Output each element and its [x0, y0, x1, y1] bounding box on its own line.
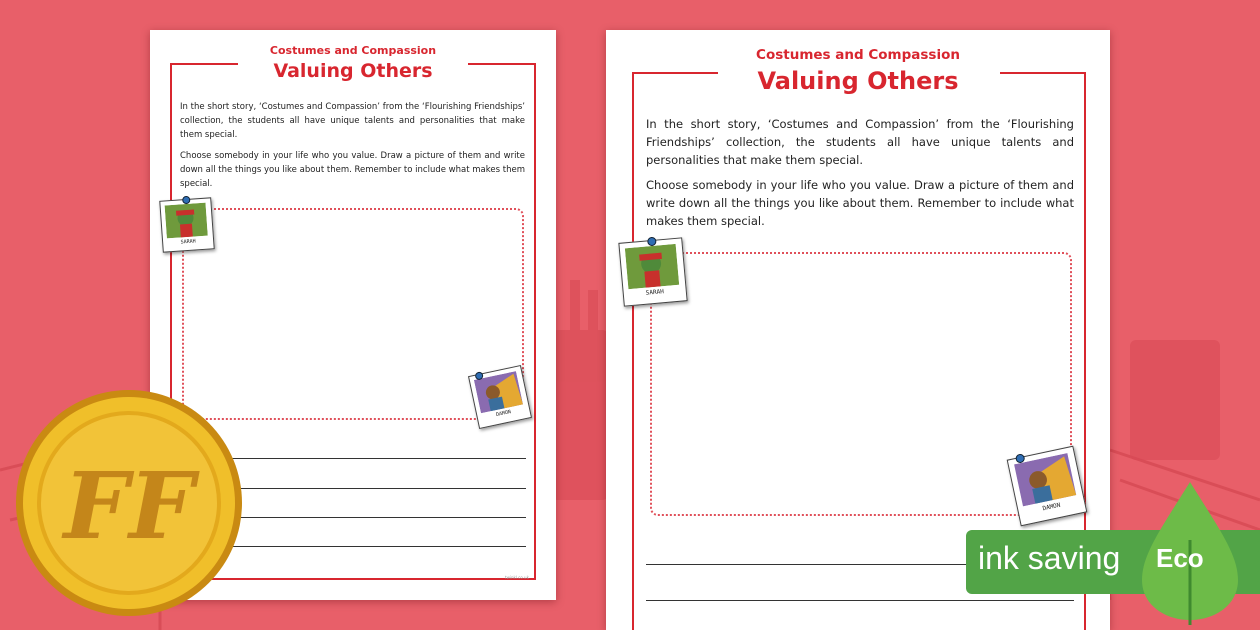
worksheet-intro-paragraph: In the short story, ‘Costumes and Compassion’ from the ‘Flourishing Friendships’ collection, the students all have unique talents and personalities that make them special.: [646, 117, 1074, 167]
worksheet-subtitle: Costumes and Compassion: [269, 44, 437, 57]
worksheet-intro-paragraph: In the short story, ‘Costumes and Compassion’ from the ‘Flourishing Friendships’ collection, the students all have unique talents and personalities that make them special.: [180, 102, 525, 140]
worksheet-footer: twinkl.co.uk: [505, 575, 529, 580]
damon-caption: DAMON: [495, 409, 512, 419]
coin-monogram: FF: [63, 452, 195, 560]
damon-photo: [468, 365, 532, 429]
sarah-portrait: [625, 244, 679, 289]
sarah-caption: SARAH: [180, 238, 196, 246]
eco-label: Eco: [1156, 543, 1204, 573]
flourishing-friendships-coin-icon: [14, 388, 244, 618]
writing-line: [646, 600, 1074, 601]
sarah-portrait: [165, 203, 208, 239]
worksheet-title: Valuing Others: [273, 60, 433, 82]
worksheet-instruction-paragraph: Choose somebody in your life who you value. Draw a picture of them and write down all the things you like about them. Remember to include what makes them special.: [646, 178, 1074, 228]
worksheet-subtitle: Costumes and Compassion: [756, 47, 960, 63]
worksheet-instruction-paragraph: Choose somebody in your life who you value. Draw a picture of them and write down all the things you like about them. Remember to include what makes them special.: [180, 151, 525, 189]
damon-caption: DAMON: [1041, 501, 1062, 513]
drawing-box: [650, 252, 1072, 516]
sarah-photo: [159, 197, 215, 253]
damon-photo: [1007, 446, 1088, 527]
sarah-photo: [618, 237, 687, 306]
sarah-caption: SARAH: [645, 288, 665, 297]
ink-saving-label: ink saving: [978, 540, 1121, 576]
worksheet-title: Valuing Others: [757, 67, 959, 95]
